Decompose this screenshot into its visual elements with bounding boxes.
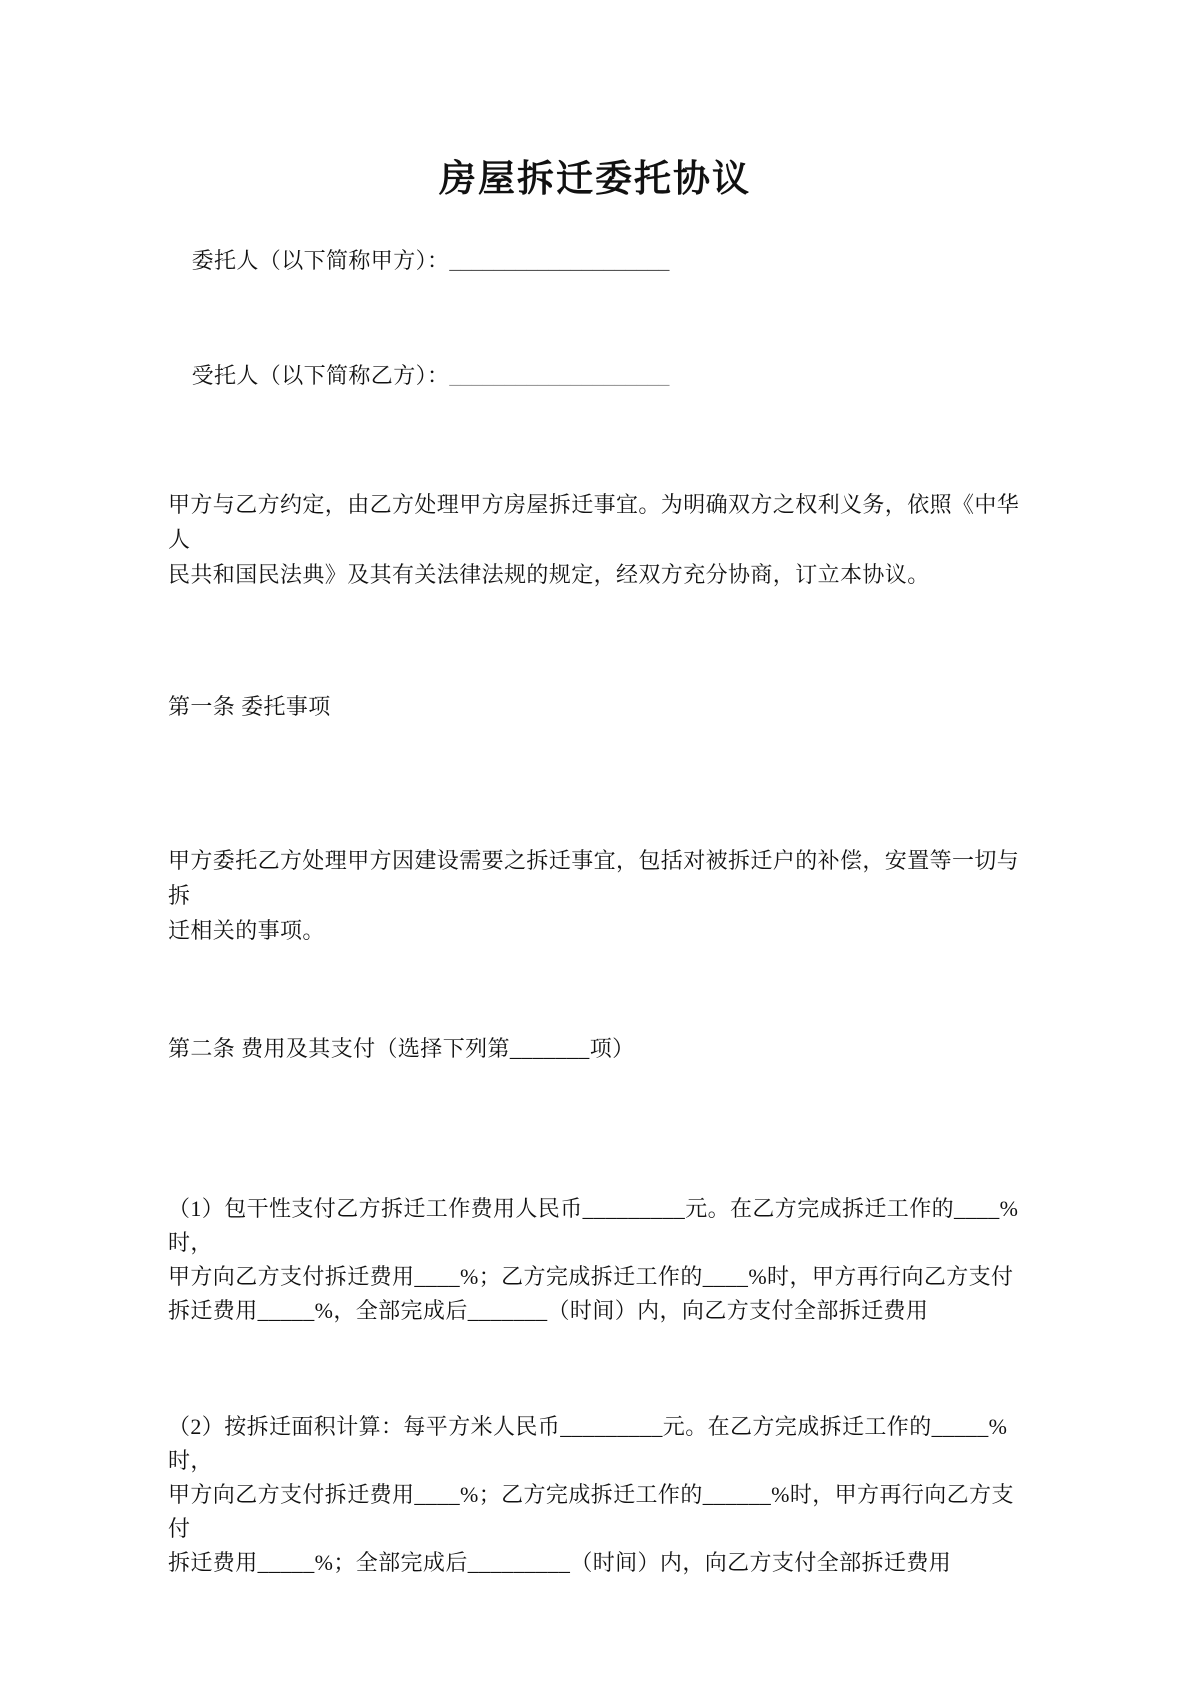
- article2-item2: （2）按拆迁面积计算：每平方米人民币_________元。在乙方完成拆迁工作的_____%时， 甲方向乙方支付拆迁费用____%；乙方完成拆迁工作的______%时，甲方再行向乙方支付 拆迁费用_____%；全部完成后_________（时间）内，向乙方支付全部拆迁费用: [168, 1414, 1014, 1575]
- article2-heading: 第二条 费用及其支付（选择下列第_______项）: [168, 1036, 635, 1061]
- preamble-paragraph: 甲方与乙方约定，由乙方处理甲方房屋拆迁事宜。为明确双方之权利义务，依照《中华人 民共和国民法典》及其有关法律法规的规定，经双方充分协商，订立本协议。: [168, 492, 1020, 587]
- article2-item1: （1）包干性支付乙方拆迁工作费用人民币_________元。在乙方完成拆迁工作的____%时， 甲方向乙方支付拆迁费用____%；乙方完成拆迁工作的____%时，甲方再行向乙方支付 拆迁费用_____%，全部完成后_______（时间）内，向乙方支付全部拆迁费用: [168, 1196, 1019, 1323]
- document-title: 房屋拆迁委托协议: [439, 159, 751, 200]
- article1-heading: 第一条 委托事项: [168, 694, 331, 719]
- party-b-blank: ____________________: [449, 363, 670, 388]
- party-b-line: [168, 325, 1024, 427]
- party-a-label: 委托人（以下简称甲方）：: [191, 248, 450, 273]
- party-a-blank: ____________________: [449, 248, 670, 273]
- article1-body: 甲方委托乙方处理甲方因建设需要之拆迁事宜，包括对被拆迁户的补偿，安置等一切与拆 迁相关的事项。: [168, 848, 1020, 943]
- party-b-label: 受托人（以下简称乙方）：: [191, 363, 450, 388]
- party-a-line: [168, 210, 1024, 312]
